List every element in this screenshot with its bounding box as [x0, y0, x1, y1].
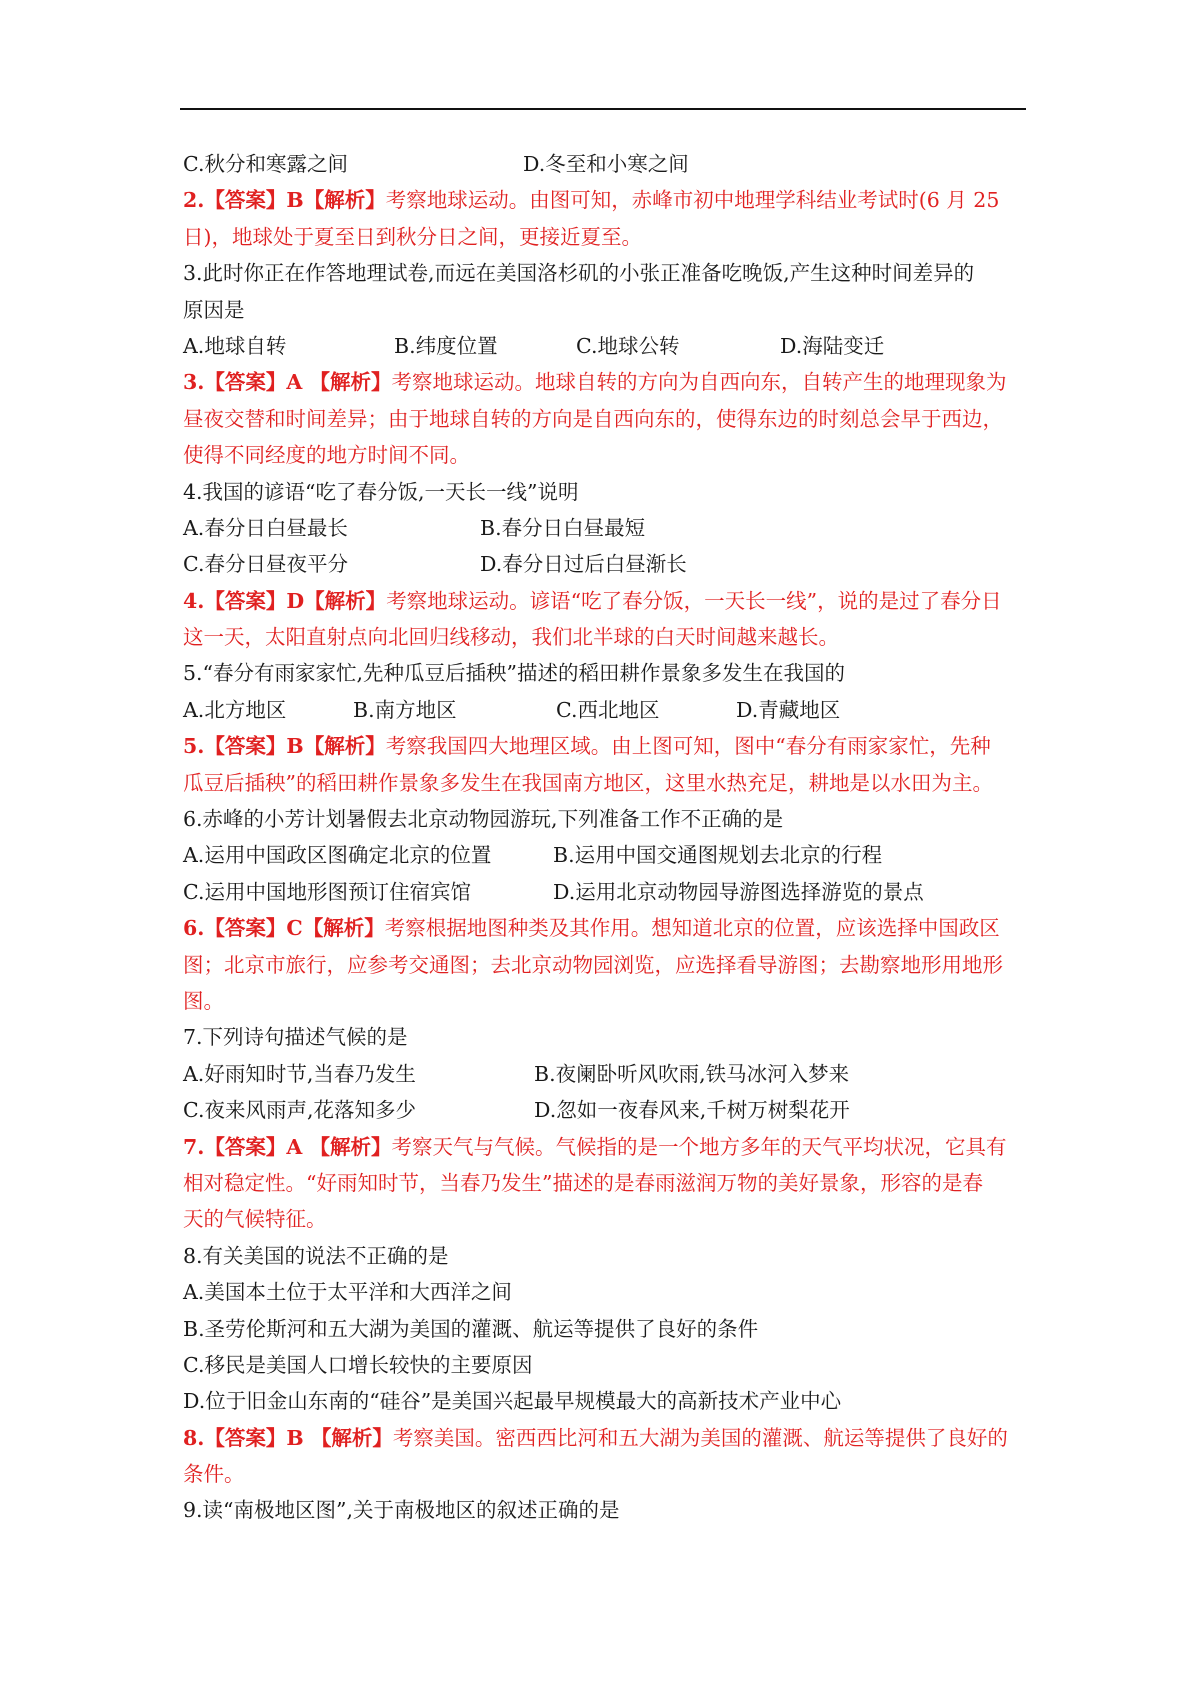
q1-option-d: D.冬至和小寒之间 — [523, 152, 689, 176]
answer-3-line-2: 昼夜交替和时间差异；由于地球自转的方向是自西向东的，使得东边的时刻总会早于西边， — [183, 406, 1003, 431]
answer-3-line-3: 使得不同经度的地方时间不同。 — [183, 443, 470, 468]
q4-stem: 4.我国的谚语“吃了春分饭,一天长一线”说明 — [183, 479, 579, 504]
answer-7-line-1: 考察天气与气候。气候指的是一个地方多年的天气平均状况，它具有 — [391, 1134, 1007, 1159]
answer-7 — [183, 1129, 1028, 1165]
q7-stem: 7.下列诗句描述气候的是 — [183, 1025, 408, 1050]
answer-2-head: 2.【答案】B【解析】 — [183, 188, 386, 213]
q6-option-c: C.运用中国地形图预订住宿宾馆 — [183, 879, 471, 904]
answer-5 — [183, 728, 1028, 764]
answer-6-line-3: 图。 — [183, 988, 224, 1013]
answer-3 — [183, 364, 1028, 400]
answer-4-head: 4.【答案】D【解析】 — [183, 588, 387, 613]
answer-7-head: 7.【答案】A 【解析】 — [183, 1134, 392, 1159]
q6-option-a: A.运用中国政区图确定北京的位置 — [183, 843, 492, 868]
q7-options-row-2 — [183, 1092, 1028, 1128]
q7-options-row-1 — [183, 1056, 1028, 1092]
q6-options-row-2 — [183, 874, 1028, 910]
q5-stem: 5.“春分有雨家家忙,先种瓜豆后插秧”描述的稻田耕作景象多发生在我国的 — [183, 661, 846, 686]
q4-options-row-2 — [183, 546, 1028, 582]
q7-option-b: B.夜阑卧听风吹雨,铁马冰河入梦来 — [534, 1061, 850, 1086]
answer-8-head: 8.【答案】B 【解析】 — [183, 1425, 393, 1450]
q8-option-b: B.圣劳伦斯河和五大湖为美国的灌溉、航运等提供了良好的条件 — [183, 1316, 759, 1341]
answer-5-line-1: 考察我国四大地理区域。由上图可知，图中“春分有雨家家忙，先种 — [385, 734, 991, 759]
answer-6-head: 6.【答案】C【解析】 — [183, 916, 385, 941]
q8-option-d: D.位于旧金山东南的“硅谷”是美国兴起最早规模最大的高新技术产业中心 — [183, 1389, 842, 1414]
q7-option-c: C.夜来风雨声,花落知多少 — [183, 1098, 416, 1123]
q9-stem: 9.读“南极地区图”,关于南极地区的叙述正确的是 — [183, 1498, 620, 1523]
q5-option-d: D.青藏地区 — [736, 697, 841, 722]
answer-5-head: 5.【答案】B【解析】 — [183, 734, 386, 759]
answer-3-head: 3.【答案】A 【解析】 — [183, 370, 392, 395]
q3-stem-line-1: 3.此时你正在作答地理试卷,而远在美国洛杉矶的小张正准备吃晚饭,产生这种时间差异的 — [183, 261, 975, 286]
q3-option-d: D.海陆变迁 — [780, 333, 885, 358]
answer-5-line-2: 瓜豆后插秧”的稻田耕作景象多发生在我国南方地区，这里水热充足，耕地是以水田为主。 — [183, 770, 993, 795]
q1-option-c: C.秋分和寒露之间 — [183, 152, 348, 176]
answer-4-line-2: 这一天，太阳直射点向北回归线移动，我们北半球的白天时间越来越长。 — [183, 625, 839, 650]
answer-3-line-1: 考察地球运动。地球自转的方向为自西向东，自转产生的地理现象为 — [391, 370, 1007, 395]
answer-7-line-3: 天的气候特征。 — [183, 1207, 327, 1232]
q7-option-a: A.好雨知时节,当春乃发生 — [183, 1061, 416, 1086]
answer-8-line-1: 考察美国。密西西比河和五大湖为美国的灌溉、航运等提供了良好的 — [392, 1425, 1008, 1450]
q5-option-a: A.北方地区 — [183, 697, 287, 722]
q3-option-c: C.地球公转 — [576, 333, 680, 358]
answer-2-line-2: 日)，地球处于夏至日到秋分日之间，更接近夏至。 — [183, 224, 642, 249]
answer-2 — [183, 182, 1028, 218]
q6-options-row-1 — [183, 837, 1028, 873]
q8-option-c: C.移民是美国人口增长较快的主要原因 — [183, 1352, 533, 1377]
q6-option-b: B.运用中国交通图规划去北京的行程 — [553, 843, 883, 868]
answer-8 — [183, 1420, 1028, 1456]
q3-option-a: A.地球自转 — [183, 333, 287, 358]
q8-option-a: A.美国本土位于太平洋和大西洋之间 — [183, 1280, 512, 1305]
q4-option-a: A.春分日白昼最长 — [183, 515, 348, 540]
answer-4 — [183, 583, 1028, 619]
q7-option-d: D.忽如一夜春风来,千树万树梨花开 — [534, 1098, 850, 1123]
q8-stem: 8.有关美国的说法不正确的是 — [183, 1243, 449, 1268]
q4-option-d: D.春分日过后白昼渐长 — [480, 552, 687, 577]
q4-option-c: C.春分日昼夜平分 — [183, 552, 348, 577]
q4-option-b: B.春分日白昼最短 — [480, 515, 646, 540]
q6-stem: 6.赤峰的小芳计划暑假去北京动物园游玩,下列准备工作不正确的是 — [183, 807, 784, 832]
q4-options-row-1 — [183, 510, 1028, 546]
answer-6-line-1: 考察根据地图种类及其作用。想知道北京的位置，应该选择中国政区 — [384, 916, 1000, 941]
q1-options — [183, 146, 1028, 182]
answer-7-line-2: 相对稳定性。“好雨知时节，当春乃发生”描述的是春雨滋润万物的美好景象，形容的是春 — [183, 1170, 983, 1195]
q5-option-c: C.西北地区 — [556, 697, 660, 722]
q3-options — [183, 328, 1028, 364]
q3-option-b: B.纬度位置 — [394, 333, 498, 358]
answer-6-line-2: 图；北京市旅行，应参考交通图；去北京动物园浏览，应选择看导游图；去勘察地形用地形 — [183, 952, 1003, 977]
q3-stem-line-2: 原因是 — [183, 297, 245, 322]
q5-options — [183, 692, 1028, 728]
q5-option-b: B.南方地区 — [353, 697, 457, 722]
document-body — [183, 146, 1028, 1529]
answer-6 — [183, 910, 1028, 946]
answer-4-line-1: 考察地球运动。谚语“吃了春分饭，一天长一线”，说的是过了春分日 — [386, 588, 1002, 613]
header-rule — [180, 108, 1026, 110]
q6-option-d: D.运用北京动物园导游图选择游览的景点 — [553, 879, 924, 904]
answer-8-line-2: 条件。 — [183, 1462, 245, 1487]
answer-2-line-1: 考察地球运动。由图可知，赤峰市初中地理学科结业考试时(6 月 25 — [385, 188, 1000, 213]
